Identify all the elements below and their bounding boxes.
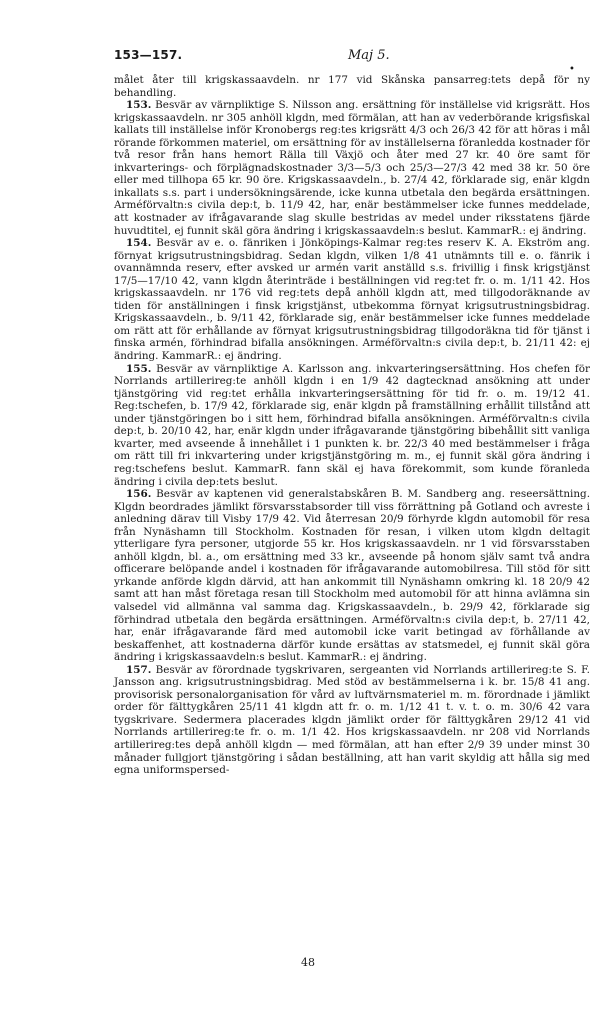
paragraph-text: Besvär av förordnade tygskrivaren, sergeanten vid Norrlands artillerireg:te S. F. Jansson ang. krigsutrustningsbidrag. Med stöd av bestämmelserna i k. br. 15/8 41 ang. provisorisk personalorganisation för vård av luftvärnsmateriel m. m. förordnade i jämlikt order för fälttygkåren 25/11 41 klgdn att fr. o. m. 1/12 41 t. v. t. o. m. 30/6 42 vara tygskrivare. Sedermera placerades klgdn jämlikt order för fälttygkåren 29/12 41 vid Norrlands artillerireg:te fr. o. m. 1/1 42. Hos krigskassaavdeln. nr 208 vid Norrlands artillerireg:tes depå anhöll klgdn — med förmälan, att han efter 2/9 39 under minst 30 månader fullgjort tjänstgöring i sådan beställning, att han varit skyldig att hålla sig med egna uniformspersed- xyxy=(114,663,590,777)
paragraph-number: 156. xyxy=(126,488,152,501)
paragraph-text: målet åter till krigskassaavdeln. nr 177 vid Skånska pansarreg:tets depå för ny behandling. xyxy=(114,74,590,99)
paragraph-text: Besvär av värnpliktige S. Nilsson ang. ersättning för inställelse vid krigsrätt. Hos krigskassaavdeln. nr 305 anhöll klgdn, med förmälan, att han av vederbörande krigsfiskal kallats till inställelse inför Kronobergs reg:tes krigsrätt 4/3 och 26/3 42 för att höras i mål rörande förkommen materiel, om ersättning för av inställelserna föranledda kostnader för två resor från hans hemort Rälla till Växjö och åter med 27 kr. 40 öre samt för inkvarterings- och förplägnadskostnader 3/3—5/3 och 25/3—27/3 42 med 38 kr. 50 öre eller med tillhopa 65 kr. 90 öre. Krigskassaavdeln., b. 27/4 42, förklarade sig, enär klgdn inkallats s.s. part i undersökningsärende, icke kunna utbetala den begärda ersättningen. Arméförvaltn:s civila dep:t, b. 11/9 42, har, enär bestämmelser icke funnes meddelade, att kostnader av ifrågavarande slag skulle bestridas av medel under riksstatens fjärde huvudtitel, ej funnit skäl göra ändring i krigskassaavdeln:s beslut. KammarR.: ej ändring. xyxy=(114,99,590,237)
paragraph-153 xyxy=(114,99,590,237)
section-range: 153—157. xyxy=(114,48,183,62)
paragraph-number: 155. xyxy=(126,362,152,375)
paragraph-157 xyxy=(114,664,590,777)
paragraph-number: 154. xyxy=(126,237,152,250)
paragraph-number: 153. xyxy=(126,99,152,112)
running-header xyxy=(78,48,588,74)
page-number: 48 xyxy=(301,956,315,969)
body-text xyxy=(114,74,590,777)
paragraph-text: Besvär av e. o. fänriken i Jönköpings-Kalmar reg:tes reserv K. A. Ekström ang. förnyat krigsutrustningsbidrag. Sedan klgdn, vilken 1/8 41 utnämnts till e. o. fänrik i ovannämnda reserv, efter avsked ur armén varit anställd s.s. frivillig i finsk krigstjänst 17/5—17/10 42, vann klgdn återinträde i beställningen vid reg:tet fr. o. m. 1/11 42. Hos krigskassaavdeln. nr 176 vid reg:tets depå anhöll klgdn att, med tillgodoräknande av tiden för anställningen i finsk krigstjänst, utbekomma förnyat krigsutrustningsbidrag. Krigskassaavdeln., b. 9/11 42, förklarade sig, enär bestämmelser icke funnes meddelade om rätt att för erhållande av förnyat krigsutrustningsbidrag tillgodoräkna tid för tjänst i finska armén, förhindrad bifalla ansökningen. Arméförvaltn:s civila dep:t, b. 21/11 42: ej ändring. KammarR.: ej ändring. xyxy=(114,237,590,363)
paragraph-text: Besvär av värnpliktige A. Karlsson ang. inkvarteringsersättning. Hos chefen för Norrlands artillerireg:te anhöll klgdn i en 1/9 42 dagtecknad ansökning att under tjänstgöring vid reg:tet erhålla inkvarteringsersättning för tid fr. o. m. 19/12 41. Reg:tschefen, b. 17/9 42, förklarade sig, enär klgdn på framställning erhållit tillstånd att under tjänstgöringen bo i sitt hem, förhindrad bifalla ansökningen. Arméförvaltn:s civila dep:t, b. 20/10 42, har, enär klgdn under ifrågavarande tjänstgöring bibehållit sitt vanliga kvarter, med avseende å innehållet i 1 punkten k. br. 22/3 40 med bestämmelser i fråga om rätt till fri inkvartering under krigstjänstgöring m. m., ej funnit skäl göra ändring i reg:tschefens beslut. KammarR. fann skäl ej hava förekommit, som kunde föranleda ändring i civila dep:tets beslut. xyxy=(114,362,591,488)
paragraph-156 xyxy=(114,488,590,664)
paragraph-number: 157. xyxy=(126,663,152,676)
paragraph-155 xyxy=(114,363,590,488)
paragraph-continuation xyxy=(114,74,590,99)
paragraph-text: Besvär av kaptenen vid generalstabskåren B. M. Sandberg ang. reseersättning. Klgdn beordrades jämlikt försvarsstabsorder till viss förrättning på Gotland och avreste i anledning därav till Visby 17/9 42. Vid återresan 20/9 förhyrde klgdn automobil för resa från Nynäshamn till Stockholm. Kostnaden för resan, i vilken utom klgdn deltagit ytterligare fyra personer, utgjorde 55 kr. Hos krigskassaavdeln. nr 1 vid försvarsstaben anhöll klgdn, bl. a., om ersättning med 33 kr., avseende på honom själv samt två andra officerare belöpande andel i kostnaden för ifrågavarande automobilresa. Till stöd för sitt yrkande anförde klgdn därvid, att han ankommit till Nynäshamn omkring kl. 18 20/9 42 samt att han måst företaga resan till Stockholm med automobil för att hinna avlämna sin valsedel vid allmänna val samma dag. Krigskassaavdeln., b. 29/9 42, förklarade sig förhindrad utbetala den begärda ersättningen. Arméförvaltn:s civila dep:t, b. 27/11 42, har, enär ifrågavarande färd med automobil icke varit betingad av förhållande av beskaffenhet, att kostnaderna därför kunde ersättas av statsmedel, ej funnit skäl göra ändring i krigskassaavdeln:s beslut. KammarR.: ej ändring. xyxy=(114,488,590,664)
paragraph-154 xyxy=(114,237,590,362)
header-date: Maj 5. xyxy=(348,48,390,63)
header-dot: • xyxy=(569,64,575,75)
